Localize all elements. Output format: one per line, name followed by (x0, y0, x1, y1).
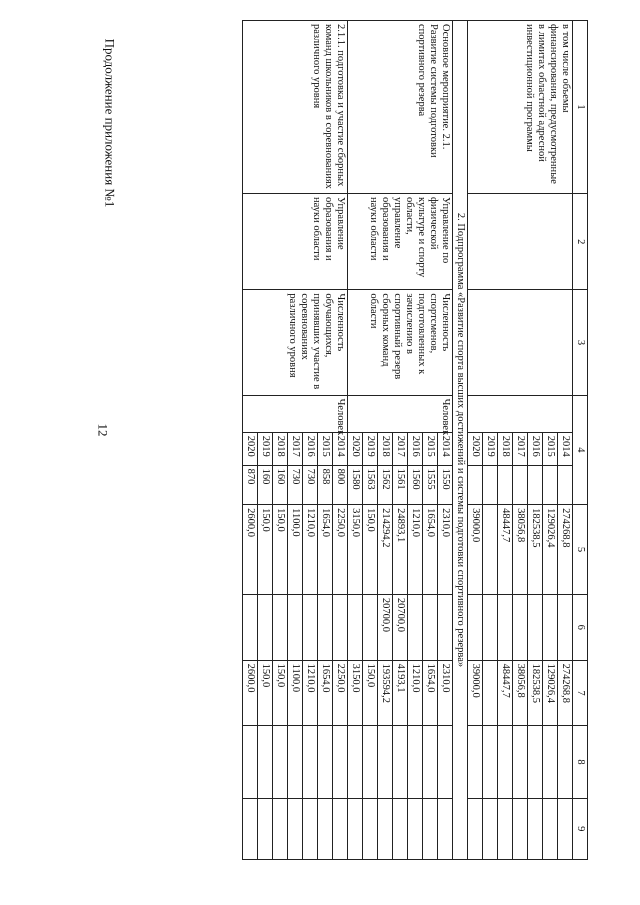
header-row (573, 21, 588, 860)
table-cell (258, 798, 273, 859)
table-cell (273, 798, 288, 859)
table-cell (423, 798, 438, 859)
table-cell: 182538,5 (528, 505, 543, 595)
table-cell (243, 594, 258, 660)
table-cell (483, 660, 498, 726)
table-cell: 1210,0 (408, 505, 423, 595)
table-cell: 2310,0 (438, 505, 453, 595)
table-cell: 1654,0 (423, 505, 438, 595)
table-cell (483, 594, 498, 660)
table-cell: 2014 (558, 432, 573, 465)
table-cell: 2016 (408, 432, 423, 465)
table-cell: 48447,7 (498, 505, 513, 595)
table-cell: 3150,0 (348, 505, 363, 595)
table-cell (468, 290, 573, 395)
col-header: 7 (573, 660, 588, 726)
table-cell (483, 465, 498, 504)
table-cell (558, 465, 573, 504)
table-cell (468, 594, 483, 660)
table-cell (468, 194, 573, 290)
table-cell: 1654,0 (318, 505, 333, 595)
col-header: 3 (573, 290, 588, 395)
table-cell (258, 726, 273, 798)
table-cell: 1210,0 (303, 660, 318, 726)
table-cell (513, 465, 528, 504)
table-cell: 4193,1 (393, 660, 408, 726)
table-cell (243, 798, 258, 859)
table-cell: 2019 (258, 432, 273, 465)
table-cell (528, 798, 543, 859)
table-cell (483, 798, 498, 859)
table-cell: 1560 (408, 465, 423, 504)
table-cell (363, 798, 378, 859)
table-cell (318, 798, 333, 859)
table-cell: 1563 (363, 465, 378, 504)
table-cell: 150,0 (258, 505, 273, 595)
table-cell (423, 726, 438, 798)
table-cell (468, 395, 573, 432)
table-cell (558, 726, 573, 798)
table-cell (513, 726, 528, 798)
table-cell: 20700,0 (393, 594, 408, 660)
table-cell: 129026,4 (543, 505, 558, 595)
table-cell (438, 594, 453, 660)
table-cell (378, 798, 393, 859)
table-cell: 1580 (348, 465, 363, 504)
col-header: 6 (573, 594, 588, 660)
table-cell: 1562 (378, 465, 393, 504)
table-cell: 2019 (483, 432, 498, 465)
section-row (453, 21, 468, 860)
table-cell: 730 (288, 465, 303, 504)
table-cell: 2015 (318, 432, 333, 465)
table-cell (468, 798, 483, 859)
table-cell: 150,0 (273, 660, 288, 726)
table-cell: 2250,0 (333, 505, 348, 595)
table-row (438, 21, 453, 860)
table-cell (438, 798, 453, 859)
table-cell (348, 726, 363, 798)
table-cell (393, 798, 408, 859)
table-cell (333, 726, 348, 798)
table-cell: 2019 (363, 432, 378, 465)
table-cell (558, 594, 573, 660)
col-header: 2 (573, 194, 588, 290)
table-cell: Основное мероприятие. 2.1. Развитие системы подготовки спортивного резерва (348, 21, 453, 194)
table-cell: 1555 (423, 465, 438, 504)
table-cell: 24893,1 (393, 505, 408, 595)
page-number: 12 (95, 423, 111, 437)
table-cell (393, 726, 408, 798)
table-cell: 1210,0 (408, 660, 423, 726)
table-cell: 274268,8 (558, 505, 573, 595)
table-cell (333, 594, 348, 660)
table-cell: 2600,0 (243, 660, 258, 726)
table-cell: 1654,0 (423, 660, 438, 726)
table-cell: 2250,0 (333, 660, 348, 726)
table-cell: 39000,0 (468, 505, 483, 595)
col-header: 1 (573, 21, 588, 194)
table-cell (348, 594, 363, 660)
table-cell (543, 594, 558, 660)
table-cell: 800 (333, 465, 348, 504)
table-row (558, 21, 573, 860)
table-cell: 1210,0 (303, 505, 318, 595)
table-cell (288, 726, 303, 798)
table-cell: Численность обучающихся, принявших участие в соревнованиях различного уровня (243, 290, 348, 395)
table-cell (378, 726, 393, 798)
table-cell: 2018 (378, 432, 393, 465)
table-cell: 160 (273, 465, 288, 504)
table-cell: 2018 (273, 432, 288, 465)
table-cell (408, 798, 423, 859)
table-cell (543, 798, 558, 859)
table-cell: 193594,2 (378, 660, 393, 726)
table-cell: 2600,0 (243, 505, 258, 595)
table-cell: 129026,4 (543, 660, 558, 726)
table-cell (318, 594, 333, 660)
table-cell: 2017 (393, 432, 408, 465)
table-cell (348, 798, 363, 859)
table-cell (543, 726, 558, 798)
table-cell (513, 798, 528, 859)
table-cell: 858 (318, 465, 333, 504)
table-cell (468, 726, 483, 798)
table-cell (558, 798, 573, 859)
table-cell: 2016 (528, 432, 543, 465)
table-cell (528, 465, 543, 504)
table-cell (513, 594, 528, 660)
table-cell: 2.1.1. подготовка и участие сборных команд школьников в соревнованиях различного уровня (243, 21, 348, 194)
table-cell: Управление образования и науки области (243, 194, 348, 290)
table-cell (498, 594, 513, 660)
table-cell: 2017 (513, 432, 528, 465)
table-cell (258, 594, 273, 660)
table-cell: 48447,7 (498, 660, 513, 726)
col-header: 5 (573, 505, 588, 595)
table-cell (273, 726, 288, 798)
table-cell: 20700,0 (378, 594, 393, 660)
table-cell (363, 726, 378, 798)
col-header: 9 (573, 798, 588, 859)
table-cell: Численность спортсменов, подготовленных к зачислению в спортивный резерв сборных команд области (348, 290, 453, 395)
table-cell: 38056,8 (513, 505, 528, 595)
table-cell: 3150,0 (348, 660, 363, 726)
table-row (333, 21, 348, 860)
table-cell: Человек (348, 395, 453, 432)
table-cell: Человек (243, 395, 348, 432)
rotated-page (158, 20, 640, 860)
table-cell: 1654,0 (318, 660, 333, 726)
table-cell: 2020 (348, 432, 363, 465)
table-cell: Управление по физической культуре и спорту области, управление образования и науки области (348, 194, 453, 290)
table-cell: 38056,8 (513, 660, 528, 726)
table-cell (468, 465, 483, 504)
table-cell: 2014 (438, 432, 453, 465)
table-cell: 2017 (288, 432, 303, 465)
table-cell: 2015 (423, 432, 438, 465)
table-cell (498, 726, 513, 798)
table-cell (273, 594, 288, 660)
table-cell (303, 594, 318, 660)
table-cell: 160 (258, 465, 273, 504)
table-cell (288, 594, 303, 660)
table-cell: 150,0 (258, 660, 273, 726)
table-cell: 2020 (468, 432, 483, 465)
col-header: 4 (573, 395, 588, 505)
table-cell: 2014 (333, 432, 348, 465)
table-cell: 1100,0 (288, 505, 303, 595)
table-cell: 1561 (393, 465, 408, 504)
table-cell (288, 798, 303, 859)
table-cell (408, 726, 423, 798)
table-cell: 150,0 (273, 505, 288, 595)
table-cell: 2020 (243, 432, 258, 465)
table-cell (408, 594, 423, 660)
table-cell (498, 465, 513, 504)
table-cell: 1550 (438, 465, 453, 504)
table-cell: 730 (303, 465, 318, 504)
table-cell: 214294,2 (378, 505, 393, 595)
table-cell (483, 505, 498, 595)
table-cell: 1100,0 (288, 660, 303, 726)
table-cell (423, 594, 438, 660)
table-cell (438, 726, 453, 798)
table-cell: 2310,0 (438, 660, 453, 726)
table-cell (243, 726, 258, 798)
col-header: 8 (573, 726, 588, 798)
section-title: 2. Подпрограмма «Развитие спорта высших достижений и системы подготовки спортивного резерва» (453, 21, 468, 860)
table-cell: в том числе объемы финансирования, предусмотренные в лимитах областной адресной инвестиционной программы (468, 21, 573, 194)
table-cell (483, 726, 498, 798)
funding-table (242, 20, 588, 860)
table-cell (363, 594, 378, 660)
table-cell: 182538,5 (528, 660, 543, 726)
table-cell: 2015 (543, 432, 558, 465)
table-cell (318, 726, 333, 798)
table-cell (528, 594, 543, 660)
table-cell (528, 726, 543, 798)
table-cell: 39000,0 (468, 660, 483, 726)
table-cell (303, 798, 318, 859)
table-cell: 870 (243, 465, 258, 504)
table-cell: 2016 (303, 432, 318, 465)
table-cell (303, 726, 318, 798)
table-cell (543, 465, 558, 504)
appendix-caption: Продолжение приложения №1 (102, 38, 118, 208)
table-cell (498, 798, 513, 859)
table-cell (333, 798, 348, 859)
table-cell: 274268,8 (558, 660, 573, 726)
table-cell: 150,0 (363, 660, 378, 726)
table-cell: 150,0 (363, 505, 378, 595)
table-cell: 2018 (498, 432, 513, 465)
